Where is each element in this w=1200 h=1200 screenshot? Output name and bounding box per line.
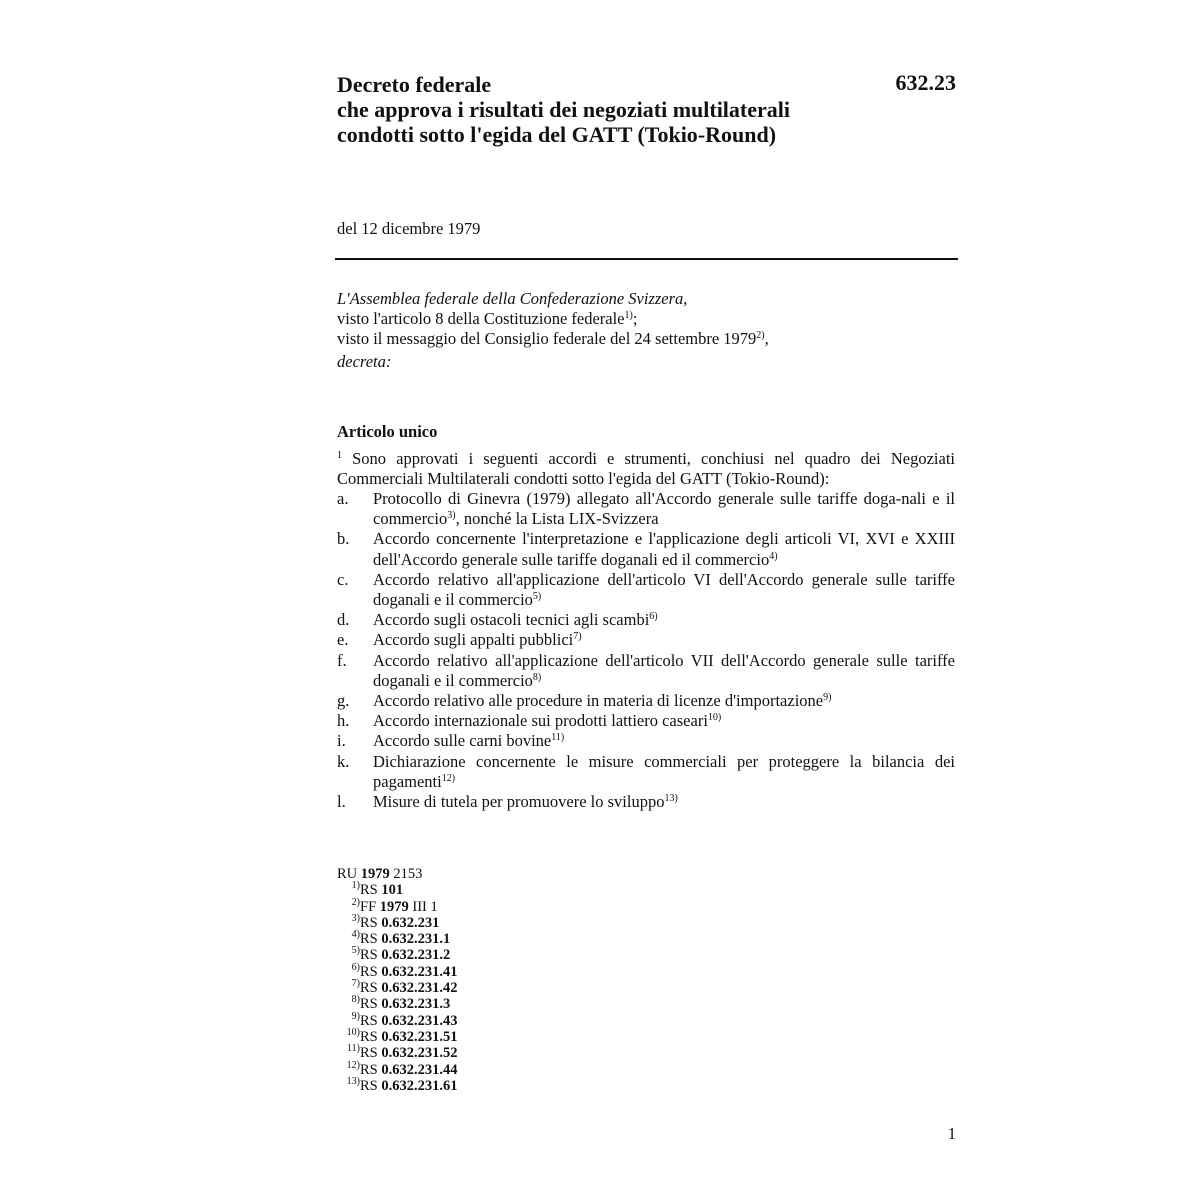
- list-item: [337, 570, 955, 610]
- list-item-label: Accordo relativo all'applicazione dell'articolo VI dell'Accordo generale sulle tariffe doganali e il commercio: [373, 569, 955, 610]
- footnote-text: FF 1979 III 1: [360, 898, 438, 915]
- footnote-number: 9): [351, 1010, 360, 1022]
- list-item-letter: l.: [337, 792, 346, 812]
- decree-date: del 12 dicembre 1979: [337, 219, 481, 238]
- list-item-label: Accordo concernente l'interpretazione e l'applicazione degli articoli VI, XVI e XXIII dell'Accordo generale sulle tariffe doganali ed il commercio: [373, 529, 955, 569]
- paragraph-number: 1: [337, 450, 342, 461]
- list-item-text: [373, 752, 955, 792]
- list-item: [337, 792, 955, 812]
- footnote-number: 2): [351, 896, 360, 908]
- footnote-ref[interactable]: 8): [532, 671, 542, 683]
- footnote-list: [337, 882, 458, 1094]
- preamble-message-text: visto il messaggio del Consiglio federale del 24 settembre 1979: [337, 329, 757, 348]
- footnote-ref[interactable]: 9): [823, 692, 832, 704]
- footnote-ref[interactable]: 11): [551, 732, 565, 744]
- list-item: [337, 691, 955, 711]
- footnote-number: 4): [351, 929, 360, 941]
- title-line: Decreto federale: [337, 72, 492, 97]
- footnote-text: RS 0.632.231.41: [360, 963, 458, 980]
- preamble-constitution: [337, 309, 957, 329]
- list-item-letter: c.: [337, 569, 349, 589]
- footnote-text: RS 0.632.231: [360, 914, 440, 931]
- sr-number: 632.23: [895, 70, 956, 95]
- footnote-text: RS 0.632.231.44: [360, 1061, 458, 1078]
- footnote-entry: [337, 1075, 458, 1094]
- list-item: [337, 651, 955, 691]
- footnote-number: 6): [351, 961, 360, 973]
- list-item-letter: f.: [337, 650, 347, 670]
- list-item-text: [373, 570, 955, 610]
- footnote-text: RS 0.632.231.3: [360, 996, 451, 1013]
- list-item-letter: i.: [337, 731, 346, 751]
- preamble: [337, 289, 957, 372]
- footnote-ref[interactable]: 12): [441, 772, 456, 784]
- title-line: condotti sotto l'egida del GATT (Tokio-Round): [337, 122, 777, 147]
- footnote-number: 1): [351, 880, 360, 892]
- list-item-label: Accordo sulle carni bovine: [373, 731, 552, 751]
- list-item-text: [373, 489, 955, 529]
- list-item-letter: b.: [337, 529, 350, 549]
- footnote-number: 13): [346, 1075, 360, 1087]
- preamble-message: [337, 329, 957, 349]
- punct: ,: [764, 329, 769, 348]
- list-item-letter: e.: [337, 630, 349, 650]
- list-item-letter: k.: [337, 751, 350, 771]
- footnote-text: RS 0.632.231.51: [360, 1028, 458, 1045]
- footnote-ref[interactable]: 7): [573, 631, 582, 643]
- list-item: [337, 711, 955, 731]
- preamble-constitution-text: visto l'articolo 8 della Costituzione federale: [337, 309, 625, 328]
- list-item-text: [373, 691, 955, 711]
- ru-year: 1979: [360, 866, 390, 882]
- list-item: [337, 752, 955, 792]
- ru-page: 2153: [393, 866, 423, 882]
- footnote-number: 8): [351, 994, 360, 1006]
- title-line: che approva i risultati dei negoziati multilaterali: [337, 97, 790, 122]
- footnote-ref[interactable]: 10): [707, 712, 722, 724]
- list-item-text: [373, 711, 955, 731]
- footnotes: [337, 866, 458, 1094]
- footnote-ref[interactable]: 6): [649, 611, 658, 623]
- ru-prefix: RU: [337, 866, 358, 882]
- list-item-letter: g.: [337, 691, 350, 711]
- footnote-number: 5): [351, 945, 360, 957]
- list-item-text: [373, 610, 955, 630]
- list-item: [337, 630, 955, 650]
- list-item-label: Accordo sugli ostacoli tecnici agli scambi: [373, 610, 650, 630]
- list-item-label: Misure di tutela per promuovere lo sviluppo: [373, 792, 665, 812]
- agreement-list: [337, 489, 955, 812]
- footnote-text: RS 0.632.231.1: [360, 931, 451, 948]
- list-item: [337, 529, 955, 569]
- footnote-number: 12): [346, 1059, 360, 1071]
- footnote-number: 3): [351, 912, 360, 924]
- footnote-ref[interactable]: 13): [664, 793, 678, 805]
- list-item-text: [373, 630, 955, 650]
- list-item-label: Accordo relativo all'applicazione dell'articolo VII dell'Accordo generale sulle tariffe doganali e il commercio: [373, 650, 955, 690]
- article-intro-text: Sono approvati i seguenti accordi e strumenti, conchiusi nel quadro dei Negoziati Commerciali Multilaterali condotti sotto l'egida del GATT (Tokio-Round):: [337, 449, 956, 488]
- footnote-ref[interactable]: 5): [532, 591, 542, 603]
- list-item-letter: d.: [337, 610, 350, 630]
- page-number: 1: [947, 1124, 956, 1143]
- list-item: [337, 731, 955, 751]
- list-item: [337, 489, 955, 529]
- list-item-text: [373, 529, 955, 569]
- list-item-label: Accordo relativo alle procedure in materia di licenze d'importazione: [373, 691, 824, 711]
- article-paragraph-1: [337, 449, 955, 488]
- preamble-assembly: L'Assemblea federale della Confederazione Svizzera,: [337, 289, 688, 308]
- list-item-label: Accordo internazionale sui prodotti lattiero caseari: [373, 711, 708, 731]
- footnote-text: RS 0.632.231.61: [360, 1077, 458, 1094]
- punct: ;: [632, 309, 638, 328]
- divider-rule: [335, 258, 958, 260]
- list-item-label: Dichiarazione concernente le misure commerciali per proteggere la bilancia dei pagamenti: [373, 751, 955, 791]
- list-item-label: Accordo sugli appalti pubblici: [373, 630, 574, 650]
- article-heading: Articolo unico: [337, 422, 438, 441]
- list-item-label: Protocollo di Ginevra (1979) allegato all'Accordo generale sulle tariffe doga-nali e il commercio: [373, 489, 955, 529]
- footnote-text: RS 0.632.231.43: [360, 1012, 458, 1029]
- preamble-decreta: decreta:: [337, 352, 392, 371]
- footnote-text: RS 0.632.231.52: [360, 1045, 458, 1062]
- list-item-text: [373, 651, 955, 691]
- footnote-text: RS 101: [360, 882, 404, 899]
- footnote-text: RS 0.632.231.2: [360, 947, 451, 964]
- list-item-text: [373, 731, 955, 751]
- list-item-letter: a.: [337, 489, 349, 508]
- list-item-text: [373, 792, 955, 812]
- list-item: [337, 610, 955, 630]
- footnote-number: 10): [346, 1026, 360, 1038]
- document-title: [337, 72, 877, 147]
- footnote-ref[interactable]: 1): [624, 310, 633, 321]
- list-item-letter: h.: [337, 711, 350, 731]
- footnote-ref[interactable]: 2): [756, 330, 765, 341]
- footnote-ref[interactable]: 3): [447, 510, 456, 522]
- footnote-number: 11): [347, 1043, 360, 1055]
- footnote-number: 7): [351, 978, 360, 990]
- list-item-tail: , nonché la Lista LIX-Svizzera: [455, 509, 659, 529]
- footnote-text: RS 0.632.231.42: [360, 980, 458, 997]
- footnote-ref[interactable]: 4): [769, 550, 778, 562]
